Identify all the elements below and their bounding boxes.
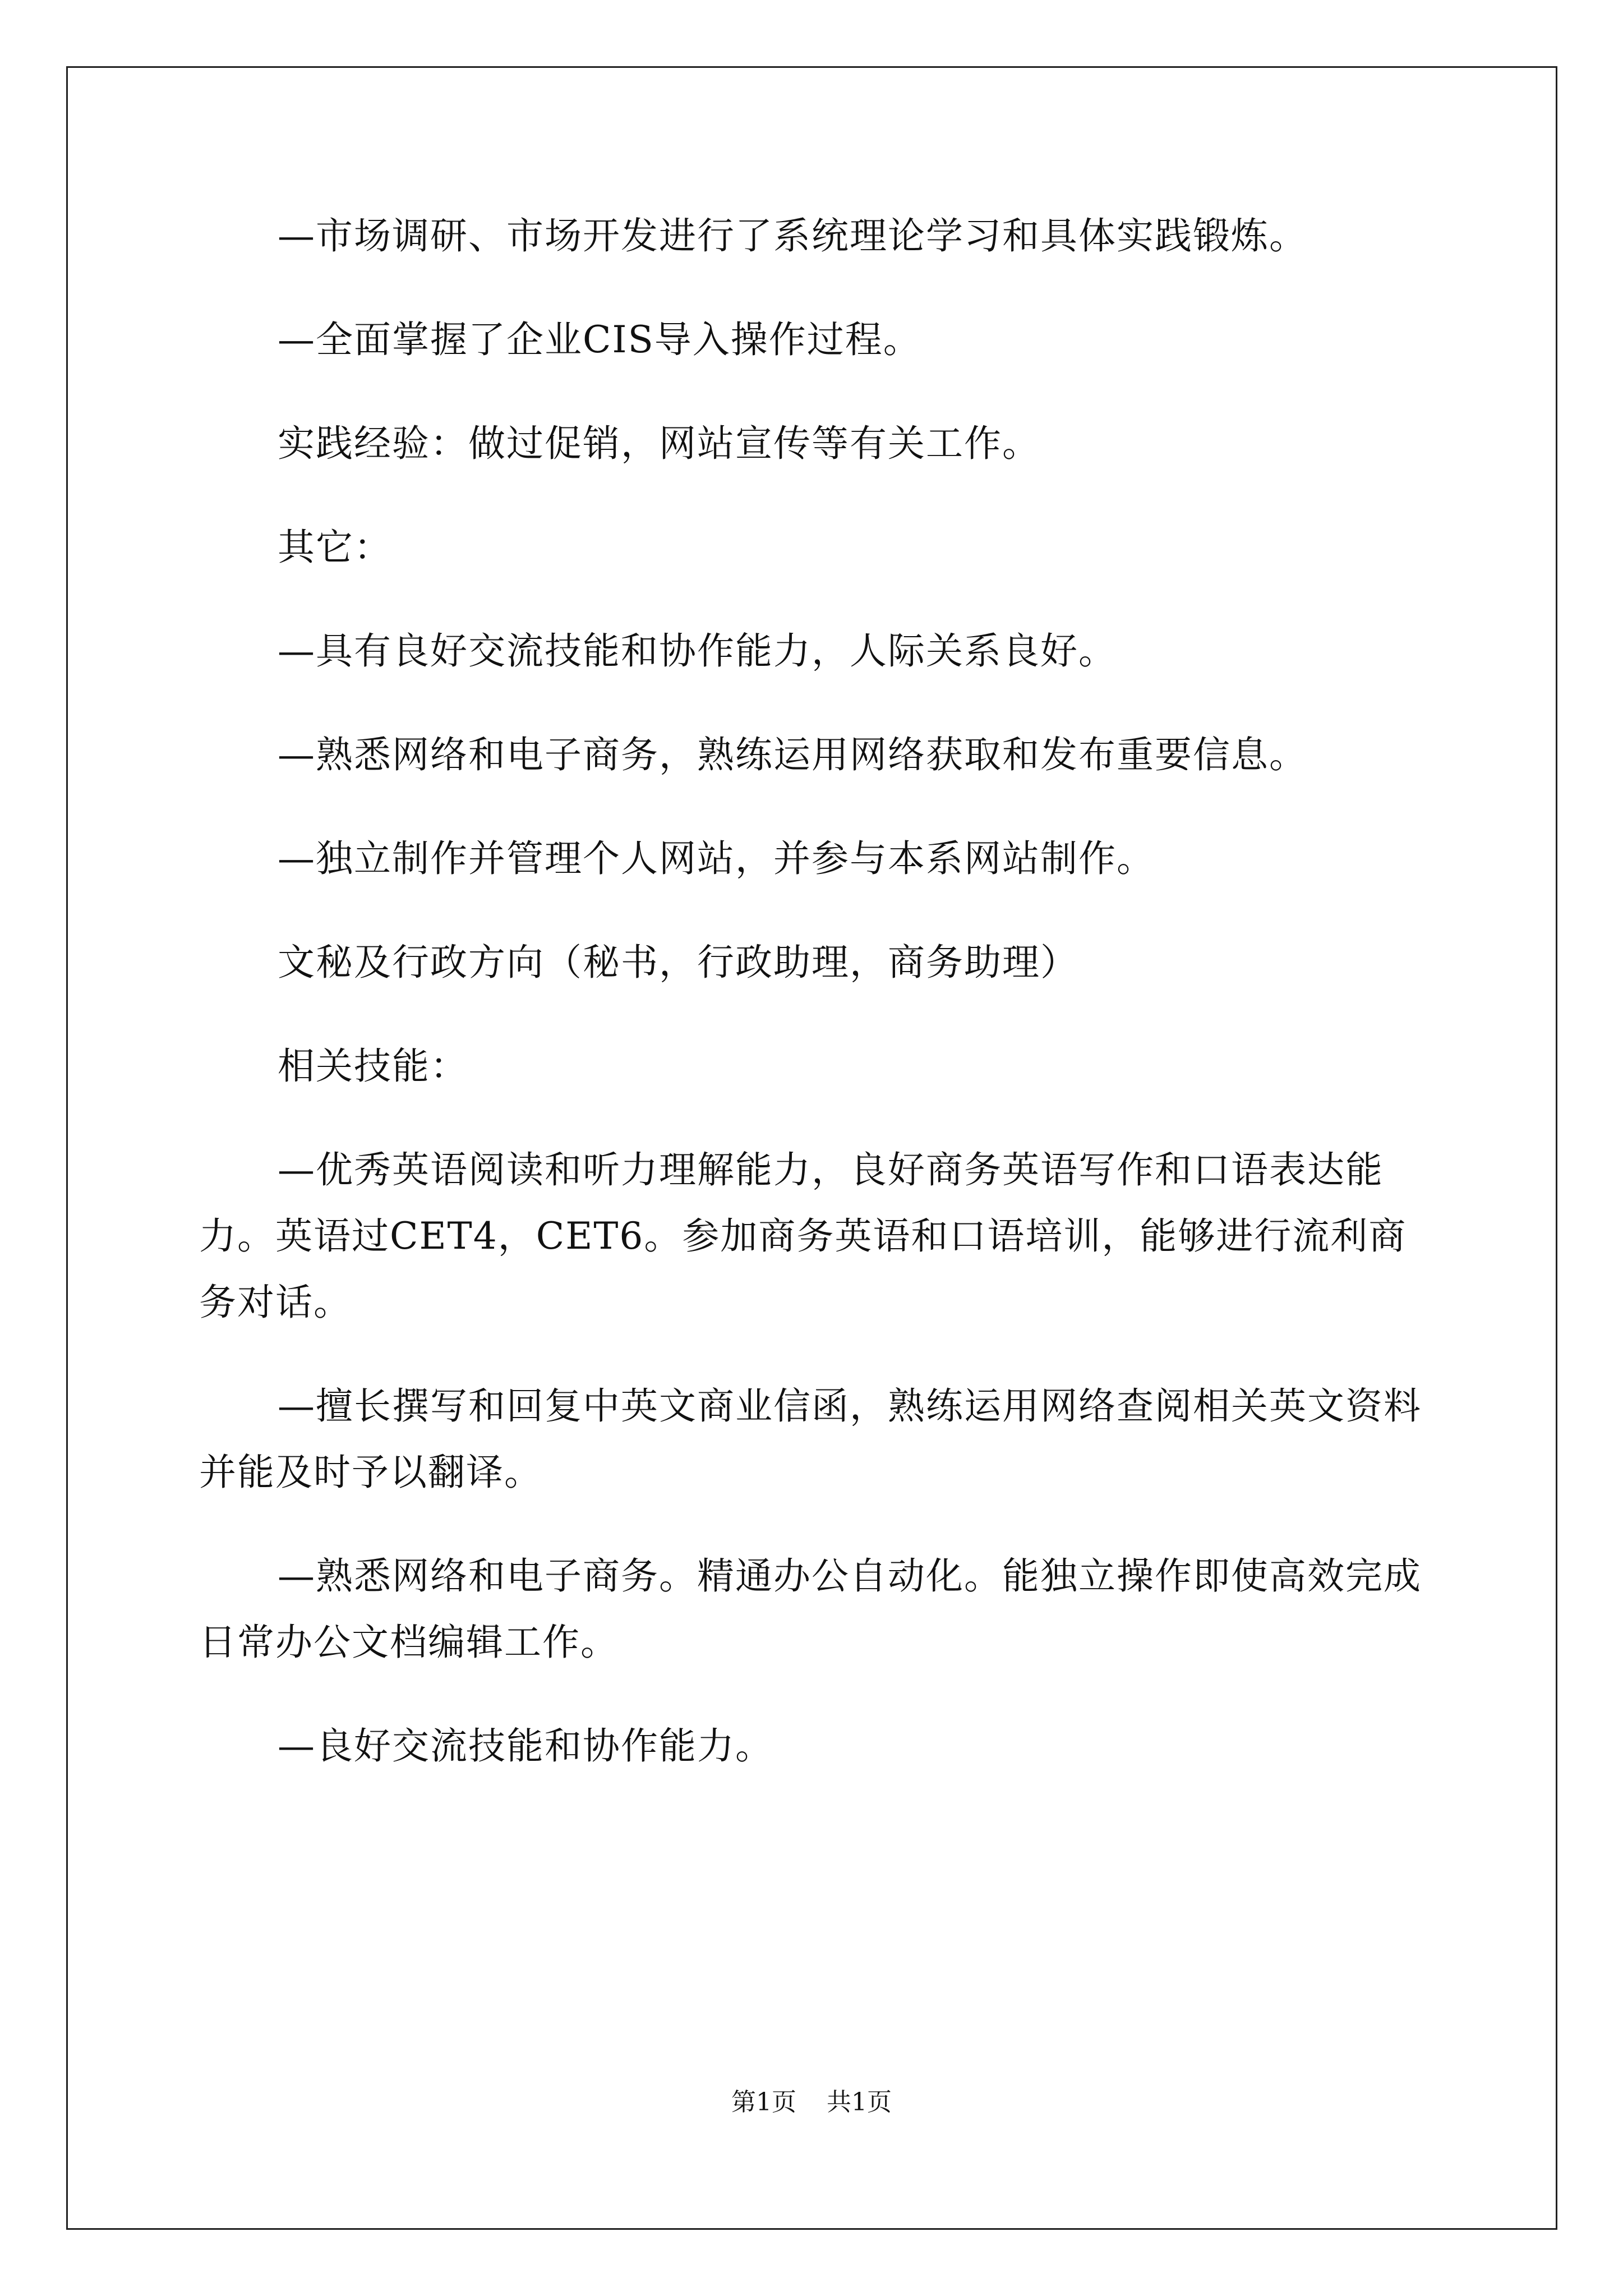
paragraph: —独立制作并管理个人网站，并参与本系网站制作。: [278, 837, 1155, 880]
document-body: [199, 203, 1436, 1817]
paragraph: —全面掌握了企业CIS导入操作过程。: [278, 318, 921, 361]
paragraph: —擅长撰写和回复中英文商业信函，熟练运用网络查阅相关英文资料并能及时予以翻译。: [199, 1384, 1422, 1494]
page-number: 第1页: [731, 2088, 796, 2116]
paragraph: —具有良好交流技能和协作能力，人际关系良好。: [278, 629, 1117, 673]
page-total: 共1页: [827, 2088, 892, 2116]
paragraph: —市场调研、市场开发进行了系统理论学习和具体实践锻炼。: [278, 214, 1307, 257]
paragraph: —良好交流技能和协作能力。: [278, 1724, 773, 1768]
paragraph: —熟悉网络和电子商务，熟练运用网络获取和发布重要信息。: [278, 733, 1307, 776]
section-heading: 文秘及行政方向（秘书，行政助理，商务助理）: [278, 941, 1078, 984]
page-footer: [0, 2086, 1623, 2119]
paragraph: 相关技能：: [278, 1045, 468, 1088]
paragraph: 其它：: [278, 526, 392, 569]
paragraph: —优秀英语阅读和听力理解能力，良好商务英语写作和口语表达能力。英语过CET4，CET6。参加商务英语和口语培训，能够进行流利商务对话。: [199, 1148, 1407, 1324]
paragraph: 实践经验：做过促销，网站宣传等有关工作。: [278, 422, 1040, 465]
paragraph: —熟悉网络和电子商务。精通办公自动化。能独立操作即使高效完成日常办公文档编辑工作。: [199, 1554, 1422, 1664]
